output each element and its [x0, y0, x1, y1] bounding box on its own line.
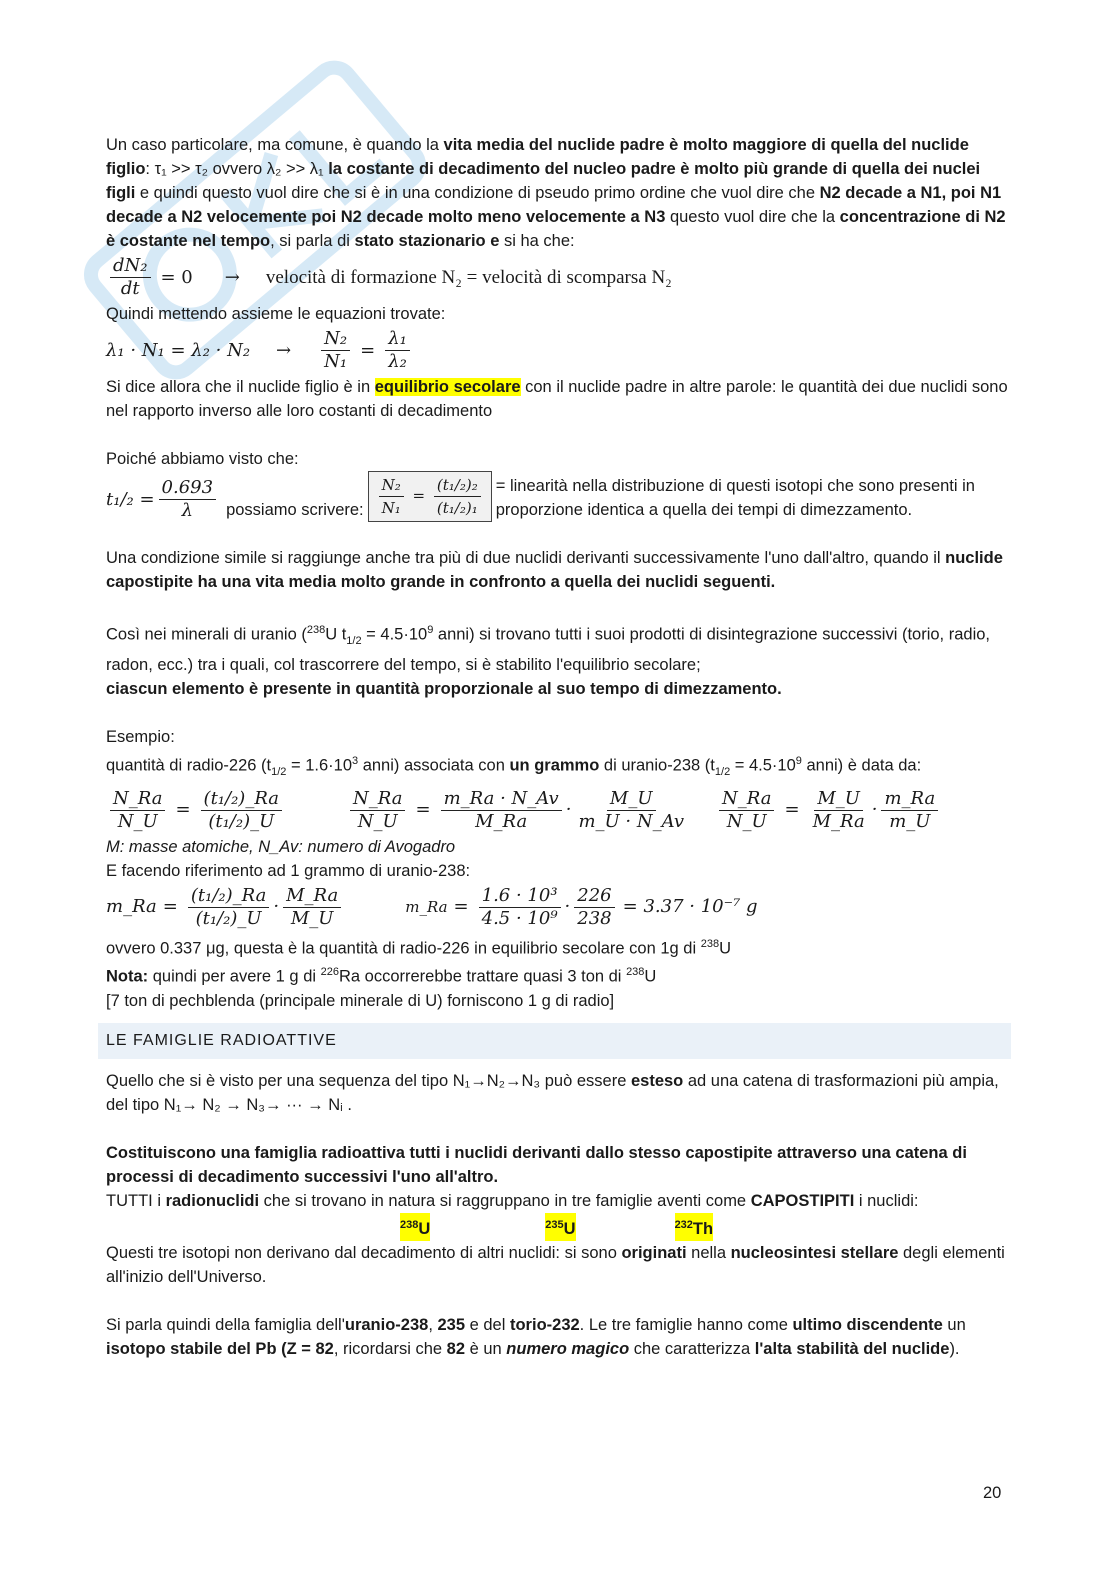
masses-note: M: masse atomiche, N_Av: numero di Avogadro — [106, 837, 456, 856]
capostipite-th232: $^{232}$Th — [675, 1213, 714, 1242]
document-page — [106, 133, 1011, 1361]
since-text: Poiché abbiamo visto che: — [106, 450, 299, 468]
then-text: Quindi mettendo assieme le equazioni trovate: — [106, 305, 446, 323]
families-paragraph-3: TUTTI i radionuclidi che si trovano in natura si raggruppano in tre famiglie aventi come CAPOSTIPITI i nuclidi: — [106, 1191, 919, 1210]
intro-paragraph: Un caso particolare, ma comune, è quando la vita media del nuclide padre è molto maggiore di quella del nuclide figlio: τ₁ >> τ₂ ovvero λ₂ >> λ₁ la costante di decadimento del nucleo padre è molto più grande di quella dei nuclei figli e quindi questo vuol dire che si è in una condizione di pseudo primo ordine che vuol dire che N2 decade a N1, poi N1 decade a N2 velocemente poi N2 decade molto meno velocemente a N3 questo vuol dire che la concentrazione di N2 è costante nel tempo, si parla di stato stazionario e si ha che: — [106, 136, 1006, 250]
example-paragraph: quantità di radio-226 ($t_{1/2} = 1.6\cdot 10^3$ anni) associata con un grammo di uranio-238 ($t_{1/2} = 4.5\cdot 10^9$ anni) è data da: — [106, 754, 922, 778]
similar-paragraph: Una condizione simile si raggiunge anche tra più di due nuclidi derivanti successivamente l'uno dall'altro, quando il nuclide capostipite ha una vita media molto grande in confronto a quella dei nuclidi seguenti. — [106, 549, 1003, 591]
example-label: Esempio: — [106, 727, 175, 746]
result-text: ovvero 0.337 μg, questa è la quantità di radio-226 in equilibrio secolare con 1g di $^{238}$U — [106, 937, 732, 958]
nota-text: Nota: quindi per avere 1 g di $^{226}$Ra occorrerebbe trattare quasi 3 ton di $^{238}$U — [106, 966, 657, 986]
secular-paragraph: Si dice allora che il nuclide figlio è in equilibrio secolare con il nuclide padre in altre parole: le quantità dei due nuclidi sono nel rapporto inverso alle loro costanti di decadimento — [106, 378, 1008, 420]
capostipite-u238: $^{238}$U — [400, 1213, 430, 1242]
uranium-paragraph: Così nei minerali di uranio ($^{238}$U $t_{1/2} = 4.5\cdot 10^9$ anni) si trovano tutti i suoi prodotti di disintegrazione successivi (torio, radio, radon, ecc.) tra i quali, col trascorrere del tempo, si è stabilito l'equilibrio secolare; ciascun elemento è presente in quantità proporzionale al suo tempo di dimezzamento. — [106, 624, 990, 698]
equation-stationary: $\frac{\text{dN₂}}{dt}$ = 0 → velocità di formazione N₂ = velocità di scomparsa N₂ — [106, 255, 1011, 300]
capostipite-u235: $^{235}$U — [545, 1213, 575, 1242]
page-number: 20 — [983, 1484, 1002, 1502]
equation-ratio: λ₁ · N₁ = λ₂ · N₂ → $\frac{\text{N₂}}{\text{N₁}}$ = $\frac{\text{λ₁}}{\text{λ₂}}$ — [106, 328, 1011, 373]
equation-radium-mass: m_Ra = $\frac{\text{(t₁/₂)\_Ra}}{\text{(t₁/₂)\_U}}$ · $\frac{M\_Ra}{M\_U}$ m_Ra = $\frac{\text{1.6 · 10³}}{\text{4.5 · 10⁹}}$ · $\frac{226}{238}$ = 3.37 · 10⁻⁷ g — [106, 884, 758, 929]
families-paragraph-1: Quello che si è visto per una sequenza del tipo N₁→N₂→N₃ può essere esteso ad una catena di trasformazioni più ampia, del tipo N₁→ N₂ → N₃→ ··· → Nᵢ . — [106, 1071, 999, 1114]
half-life-block: t₁/₂ = $\frac{0.693}{\lambda}$ possiamo scrivere: $\frac{\text{N₂}}{\text{N₁}}$ = $\frac{\text{(t₁/₂)₂}}{\text{(t₁/₂)₁}}$ = linearità nella distribuzione di questi isotopi che sono presenti in proporzione identica a quella dei tempi di dimezzamento. — [106, 471, 1011, 522]
equation-radium-ratios: $\frac{N\_Ra}{N\_U}$ = $\frac{\text{(t₁/₂)\_Ra}}{\text{(t₁/₂)\_U}}$ $\frac{N\_Ra}{N\_U}$ = $\frac{m\_Ra \cdot N\_Av}{M\_Ra}$ · $\frac{M\_U}{m\_U \cdot N\_Av}$ $\frac{N\_Ra}{N\_U}$ = $\frac{M\_U}{M\_Ra}$ · $\frac{m\_Ra}{m\_U}$ — [106, 788, 1011, 833]
families-paragraph-4: Questi tre isotopi non derivano dal decadimento di altri nuclidi: si sono originati nella nucleosintesi stellare degli elementi all'inizio dell'Universo. — [106, 1244, 1005, 1287]
families-definition: Costituiscono una famiglia radioattiva tutti i nuclidi derivanti dallo stesso capostipite attraverso una catena di processi di decadimento successivi l'uno all'altro. — [106, 1143, 967, 1186]
reference-text: E facendo riferimento ad 1 grammo di uranio-238: — [106, 861, 471, 880]
pitchblende-note: [7 ton di pechblenda (principale minerale di U) forniscono 1 g di radio] — [106, 991, 615, 1010]
families-paragraph-5: Si parla quindi della famiglia dell'uranio-238, 235 e del torio-232. Le tre famiglie hanno come ultimo discendente un isotopo stabile del Pb (Z = 82, ricordarsi che 82 è un numero magico che caratterizza l'alta stabilità del nuclide). — [106, 1316, 966, 1359]
highlight-equilibrio-secolare: equilibrio secolare — [374, 378, 521, 396]
boxed-formula: $\frac{\text{N₂}}{\text{N₁}}$ = $\frac{\text{(t₁/₂)₂}}{\text{(t₁/₂)₁}}$ — [368, 471, 492, 522]
capostipiti-row — [106, 1213, 1011, 1242]
section-heading: LE FAMIGLIE RADIOATTIVE — [98, 1023, 1011, 1059]
